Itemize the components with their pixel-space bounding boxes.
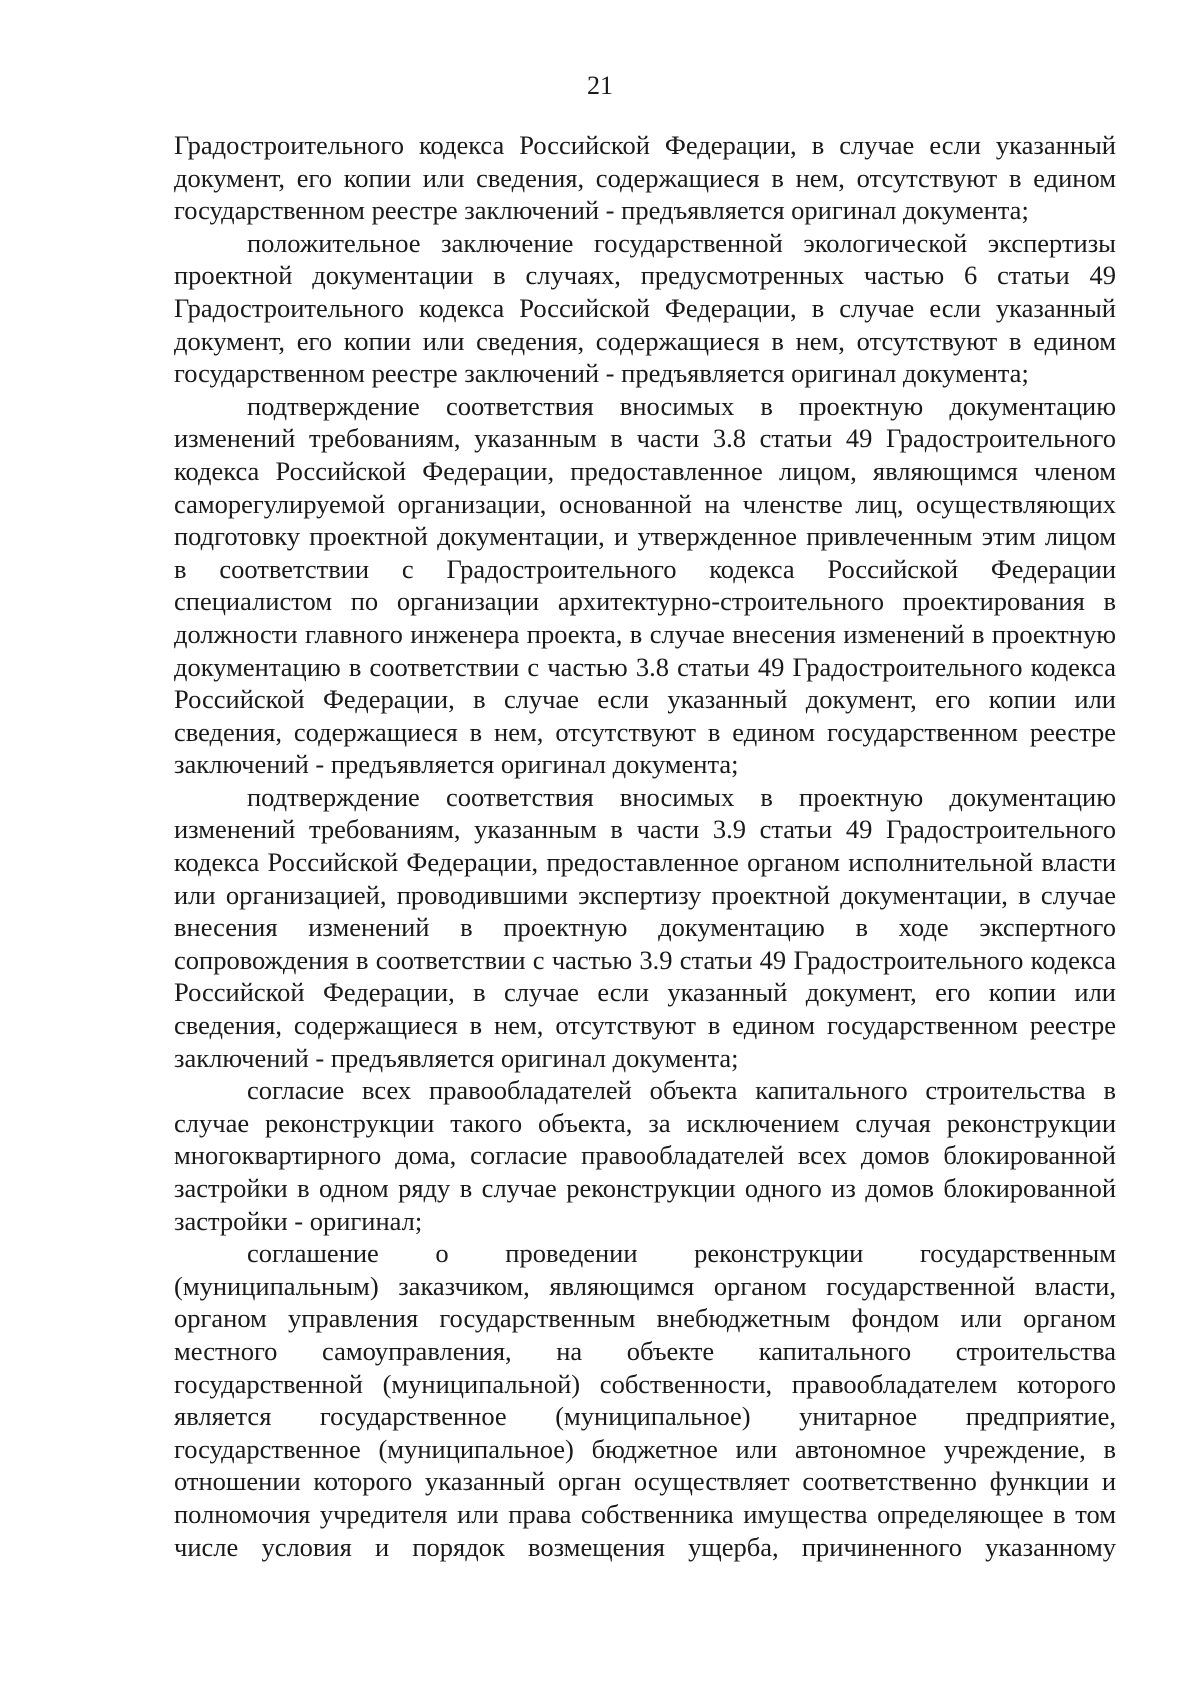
- paragraph-compliance-3-8: подтверждение соответствия вносимых в проектную документацию изменений требованиям, указанным в части 3.8 статьи 49 Градостроительного кодекса Российской Федерации, предоставленное лицом, являющимся членом саморегулируемой организации, основанной на членстве лиц, осуществляющих подготовку проектной документации, и утвержденное привлеченным этим лицом в соответствии с Градостроительного кодекса Российской Федерации специалистом по организации архитектурно-строительного проектирования в должности главного инженера проекта, в случае внесения изменений в проектную документацию в соответствии с частью 3.8 статьи 49 Градостроительного кодекса Российской Федерации, в случае если указанный документ, его копии или сведения, содержащиеся в нем, отсутствуют в едином государственном реестре заключений - предъявляется оригинал документа;: [174, 390, 1116, 780]
- document-body: [174, 129, 1116, 1563]
- paragraph-compliance-3-9: подтверждение соответствия вносимых в проектную документацию изменений требованиям, указанным в части 3.9 статьи 49 Градостроительного кодекса Российской Федерации, предоставленное органом исполнительной власти или организацией, проводившими экспертизу проектной документации, в случае внесения изменений в проектную документацию в ходе экспертного сопровождения в соответствии с частью 3.9 статьи 49 Градостроительного кодекса Российской Федерации, в случае если указанный документ, его копии или сведения, содержащиеся в нем, отсутствуют в едином государственном реестре заключений - предъявляется оригинал документа;: [174, 781, 1116, 1073]
- page-number: 21: [587, 71, 613, 100]
- paragraph-reconstruction-agreement: соглашение о проведении реконструкции государственным (муниципальным) заказчиком, являющимся органом государственной власти, органом управления государственным внебюджетным фондом или органом местного самоуправления, на объекте капитального строительства государственной (муниципальной) собственности, правообладателем которого является государственное (муниципальное) унитарное предприятие, государственное (муниципальное) бюджетное или автономное учреждение, в отношении которого указанный орган осуществляет соответственно функции и полномочия учредителя или права собственника имущества определяющее в том числе условия и порядок возмещения ущерба, причиненного указанному: [174, 1238, 1116, 1562]
- paragraph-ecological-expertise: положительное заключение государственной экологической экспертизы проектной документации в случаях, предусмотренных частью 6 статьи 49 Градостроительного кодекса Российской Федерации, в случае если указанный документ, его копии или сведения, содержащиеся в нем, отсутствуют в едином государственном реестре заключений - предъявляется оригинал документа;: [174, 227, 1116, 389]
- paragraph-owners-consent: согласие всех правообладателей объекта капитального строительства в случае реконструкции такого объекта, за исключением случая реконструкции многоквартирного дома, согласие правообладателей всех домов блокированной застройки в одном ряду в случае реконструкции одного из домов блокированной застройки - оригинал;: [174, 1075, 1116, 1236]
- paragraph-continuation: Градостроительного кодекса Российской Федерации, в случае если указанный документ, его копии или сведения, содержащиеся в нем, отсутствуют в едином государственном реестре заключений - предъявляется оригинал документа;: [174, 130, 1116, 226]
